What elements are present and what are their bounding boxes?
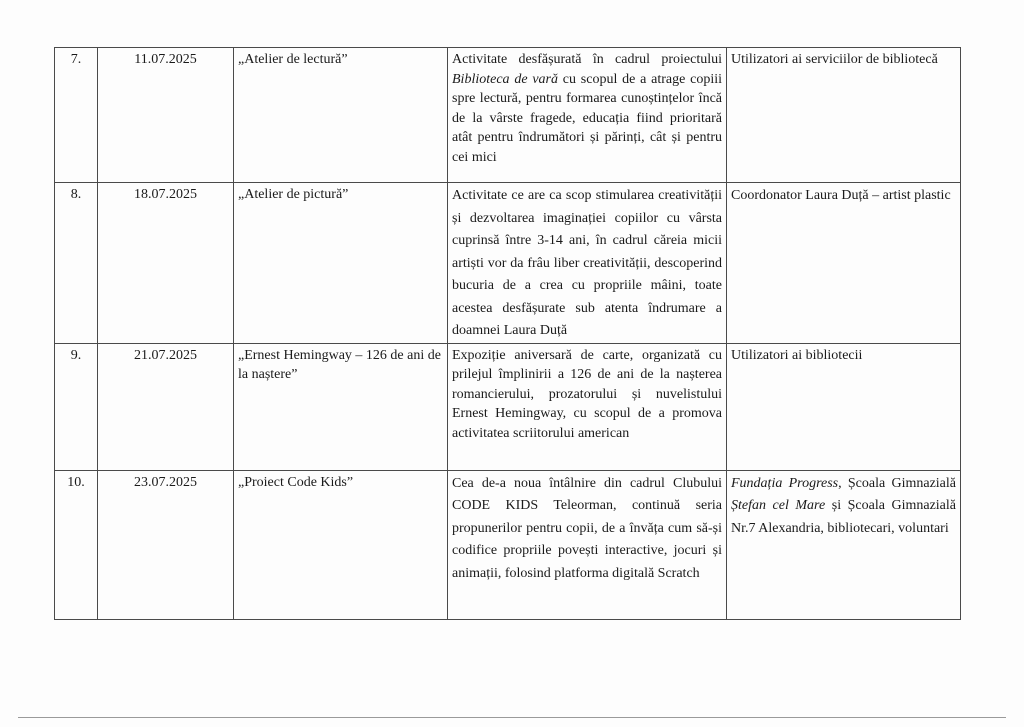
table-row [55,183,961,344]
row-number: 7. [55,48,98,183]
activity-participants: Coordonator Laura Duță – artist plastic [727,183,961,344]
table-row [55,343,961,470]
activity-date: 11.07.2025 [98,48,234,183]
row-number: 8. [55,183,98,344]
row-number: 9. [55,343,98,470]
activity-description: Activitate desfășurată în cadrul proiectului Biblioteca de vară cu scopul de a atrage copiii spre lectură, pentru formarea cunoștințelor încă de la vârste fragede, educația fiind prioritară atât pentru îndrumători și părinți, cât și pentru cei mici [448,48,727,183]
row-number: 10. [55,470,98,619]
activity-title: „Atelier de pictură” [234,183,448,344]
activity-description: Expoziție aniversară de carte, organizată cu prilejul împlinirii a 126 de ani de la nașterea romancierului, prozatorului și nuvelistului Ernest Hemingway, cu scopul de a promova activitatea scriitorului american [448,343,727,470]
activities-table [54,47,961,620]
activity-title: „Atelier de lectură” [234,48,448,183]
page-footer-rule [18,717,1006,718]
activity-participants: Utilizatori ai serviciilor de bibliotecă [727,48,961,183]
table-row [55,470,961,619]
activity-participants: Fundația Progress, Școala Gimnazială Ștefan cel Mare și Școala Gimnazială Nr.7 Alexandria, bibliotecari, voluntari [727,470,961,619]
table-row [55,48,961,183]
activity-participants: Utilizatori ai bibliotecii [727,343,961,470]
activity-date: 23.07.2025 [98,470,234,619]
activity-description: Activitate ce are ca scop stimularea creativității și dezvoltarea imaginației copiilor cu vârsta cuprinsă între 3-14 ani, în cadrul căreia micii artiști vor da frâu liber creativității, descoperind bucuria de a crea cu propriile mâini, toate acestea desfășurate sub atenta îndrumare a doamnei Laura Duță [448,183,727,344]
activity-description: Cea de-a noua întâlnire din cadrul Clubului CODE KIDS Teleorman, continuă seria propunerilor pentru copii, de a învăța cum să-și codifice propriile povești interactive, jocuri și animații, folosind platforma digitală Scratch [448,470,727,619]
activity-title: „Proiect Code Kids” [234,470,448,619]
activity-title: „Ernest Hemingway – 126 de ani de la naștere” [234,343,448,470]
activity-date: 18.07.2025 [98,183,234,344]
activity-date: 21.07.2025 [98,343,234,470]
